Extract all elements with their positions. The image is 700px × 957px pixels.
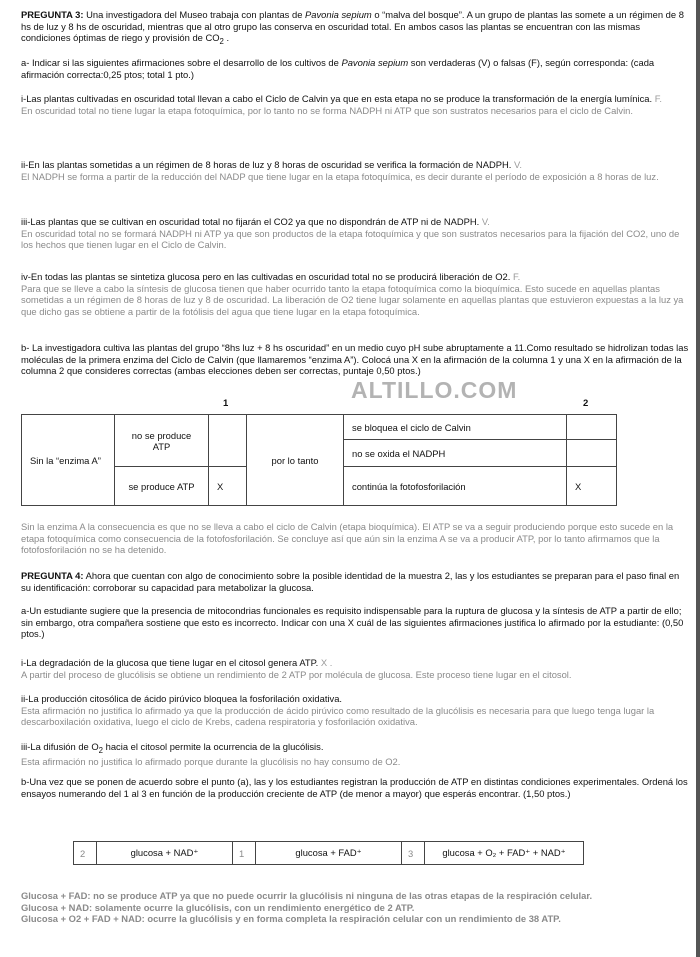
p3-a-intro: a- Indicar si las siguientes afirmaciones sobre el desarrollo de los cultivos de Pavonia sepium son verdaderas (V) o falsas (F), según corresponda: (cada afirmación correcta:0,25 ptos; total 1 pto.) (21, 57, 655, 80)
right-mark-1[interactable] (567, 415, 617, 440)
right-option-3: continúa la fotofosforilación (344, 467, 567, 506)
row-label: Sin la “enzima A” (22, 415, 115, 506)
p4-b-intro: b-Una vez que se ponen de acuerdo sobre el punto (a), las y los estudiantes registran la producción de ATP en distintas condiciones experimentales. Ordená los ensayos numerando del 1 al 3 en función de la producción creciente de ATP (de menor a mayor) que esperás encontrar. (1,50 ptos.) (21, 776, 688, 799)
answer-line-3: Glucosa + O2 + FAD + NAD: ocurre la glucólisis y en forma completa la respiración celular con un rendimiento de 38 ATP. (21, 913, 561, 925)
order-label-1: glucosa + NAD⁺ (97, 842, 233, 865)
left-mark-1[interactable] (209, 415, 247, 467)
p4-label: PREGUNTA 4: (21, 570, 84, 581)
order-label-2: glucosa + FAD⁺ (256, 842, 402, 865)
page-edge (696, 0, 700, 957)
order-number-1[interactable]: 2 (74, 842, 97, 865)
left-mark-2[interactable]: X (209, 467, 247, 506)
p4-item-1: i-La degradación de la glucosa que tiene lugar en el citosol genera ATP. X . A partir del proceso de glucólisis se obtiene un rendimiento de 2 ATP por molécula de glucosa. Este proceso tiene lugar en el citosol. (21, 657, 572, 680)
left-option-1: no se produce ATP (115, 415, 209, 467)
enzyme-table (21, 414, 617, 506)
middle-connector: por lo tanto (247, 415, 344, 506)
p4-intro: PREGUNTA 4: Ahora que cuentan con algo de conocimiento sobre la posible identidad de la muestra 2, las y los estudiantes se preparan para el paso final en su identificación: corroborar su capacidad para metabolizar la glucosa. (21, 570, 680, 593)
p3-item-3: iii-Las plantas que se cultivan en oscuridad total no fijarán el CO2 ya que no dispondrán de ATP ni de NADPH. V. En oscuridad total no se formará NADPH ni ATP ya que son productos de la etapa fotoquímica y que son sustratos necesarios para la fijación del CO2, uno de los hechos que tienen lugar en el Ciclo de Calvin. (21, 216, 680, 251)
watermark: ALTILLO.COM (351, 377, 518, 403)
p3-b-intro: b- La investigadora cultiva las plantas del grupo “8hs luz + 8 hs oscuridad” en un medio cuyo pH sube abruptamente a 11.Como resultado se hidrolizan todas las moléculas de la primera enzima del Ciclo de Calvin (que llamaremos “enzima A”). Colocá una X en la afirmación de la columna 1 y una X en la afirmación de la columna 2 que consideres correctas (ambas elecciones deben ser correctas, puntaje 0,50 ptos.) (21, 342, 689, 377)
right-mark-2[interactable] (567, 440, 617, 467)
order-label-3: glucosa + O₂ + FAD⁺ + NAD⁺ (425, 842, 584, 865)
atp-order-table (73, 841, 584, 865)
p4-item-3: iii-La difusión de $O_2$ hacia el citosol permite la ocurrencia de la glucólisis. Esta afirmación no justifica lo afirmado porque durante la glucólisis no hay consumo de O2. (21, 741, 401, 768)
p4-a-intro: a-Un estudiante sugiere que la presencia de mitocondrias funcionales es requisito indispensable para la ruptura de glucosa y la síntesis de ATP a partir de ello; sin embargo, otra compañera sostiene que esto es incorrecto. Indicar con una X cuál de las siguientes afirmaciones justifica lo afirmado por la estudiante: (0,50 ptos.) (21, 605, 684, 640)
p3-intro: PREGUNTA 3: Una investigadora del Museo trabaja con plantas de Pavonia sepium o “malva del bosque”. A un grupo de plantas las somete a un régimen de 8 hs de luz y 8 hs de oscuridad, mientras que al otro grupo las conserva en oscuridad total. En ambos casos las plantas se encuentran con las mismas condiciones óptimas de riego y provisión de $CO_2$ . (21, 9, 684, 47)
p3-label: PREGUNTA 3: (21, 9, 84, 20)
p4-b-answer (21, 890, 689, 925)
answer-line-1: Glucosa + FAD: no se produce ATP ya que no puede ocurrir la glucólisis ni ninguna de las otras etapas de la respiración celular. (21, 890, 593, 901)
left-option-2: se produce ATP (115, 467, 209, 506)
order-number-2[interactable]: 1 (233, 842, 256, 865)
p3-item-2: ii-En las plantas sometidas a un régimen de 8 horas de luz y 8 horas de oscuridad se verifica la formación de NADPH. V. El NADPH se forma a partir de la reducción del NADP que tiene lugar en la etapa fotoquímica, es decir durante el período de exposición a 8 horas de luz. (21, 159, 659, 182)
p3-b-answer: Sin la enzima A la consecuencia es que no se lleva a cabo el ciclo de Calvin (etapa bioquímica). El ATP se va a seguir produciendo porque esto sucede en la etapa fotoquímica como consecuencia de la fotofosforilación. Se concluye así que aún sin la enzima A se va a producir ATP, por lo tanto afirmamos que la fotofosforilación no se ha detenido. (21, 521, 674, 556)
column-2-number: 2 (583, 398, 589, 409)
answer-line-2: Glucosa + NAD: solamente ocurre la glucólisis, con un rendimiento energético de 2 ATP. (21, 901, 415, 913)
p3-item-4: iv-En todas las plantas se sintetiza glucosa pero en las cultivadas en oscuridad total no se producirá liberación de O2. F. Para que se lleve a cabo la síntesis de glucosa tienen que haber ocurrido tanto la etapa fotoquímica como la bioquímica. Esto sucede en aquellas plantas sometidas a un régimen de 8 horas de luz y 8 de oscuridad. La liberación de O2 tiene lugar solamente en aquellas plantas que estuvieron expuestas a la luz ya que dicho gas se obtiene a partir de la fotólisis del agua que tiene lugar en la etapa fotoquímica. (21, 271, 684, 317)
right-option-1: se bloquea el ciclo de Calvin (344, 415, 567, 440)
column-1-number: 1 (223, 398, 229, 409)
p4-item-2: ii-La producción citosólica de ácido pirúvico bloquea la fosforilación oxidativa. Esta afirmación no justifica lo afirmado ya que la producción de ácido pirúvico como resultado de la glucólisis es necesaria para que luego tenga lugar la descarboxilación oxidativa, luego el ciclo de Krebs, cadena respiratoria y fosforilación oxidativa. (21, 693, 655, 728)
order-number-3[interactable]: 3 (402, 842, 425, 865)
p3-item-1: i-Las plantas cultivadas en oscuridad total llevan a cabo el Ciclo de Calvin ya que en esta etapa no se produce la transformación de la energía lumínica. F. En oscuridad total no tiene lugar la etapa fotoquímica, por lo tanto no se forma NADPH ni ATP que son sustratos necesarios para el ciclo de Calvin. (21, 93, 663, 116)
right-option-2: no se oxida el NADPH (344, 440, 567, 467)
right-mark-3[interactable]: X (567, 467, 617, 506)
